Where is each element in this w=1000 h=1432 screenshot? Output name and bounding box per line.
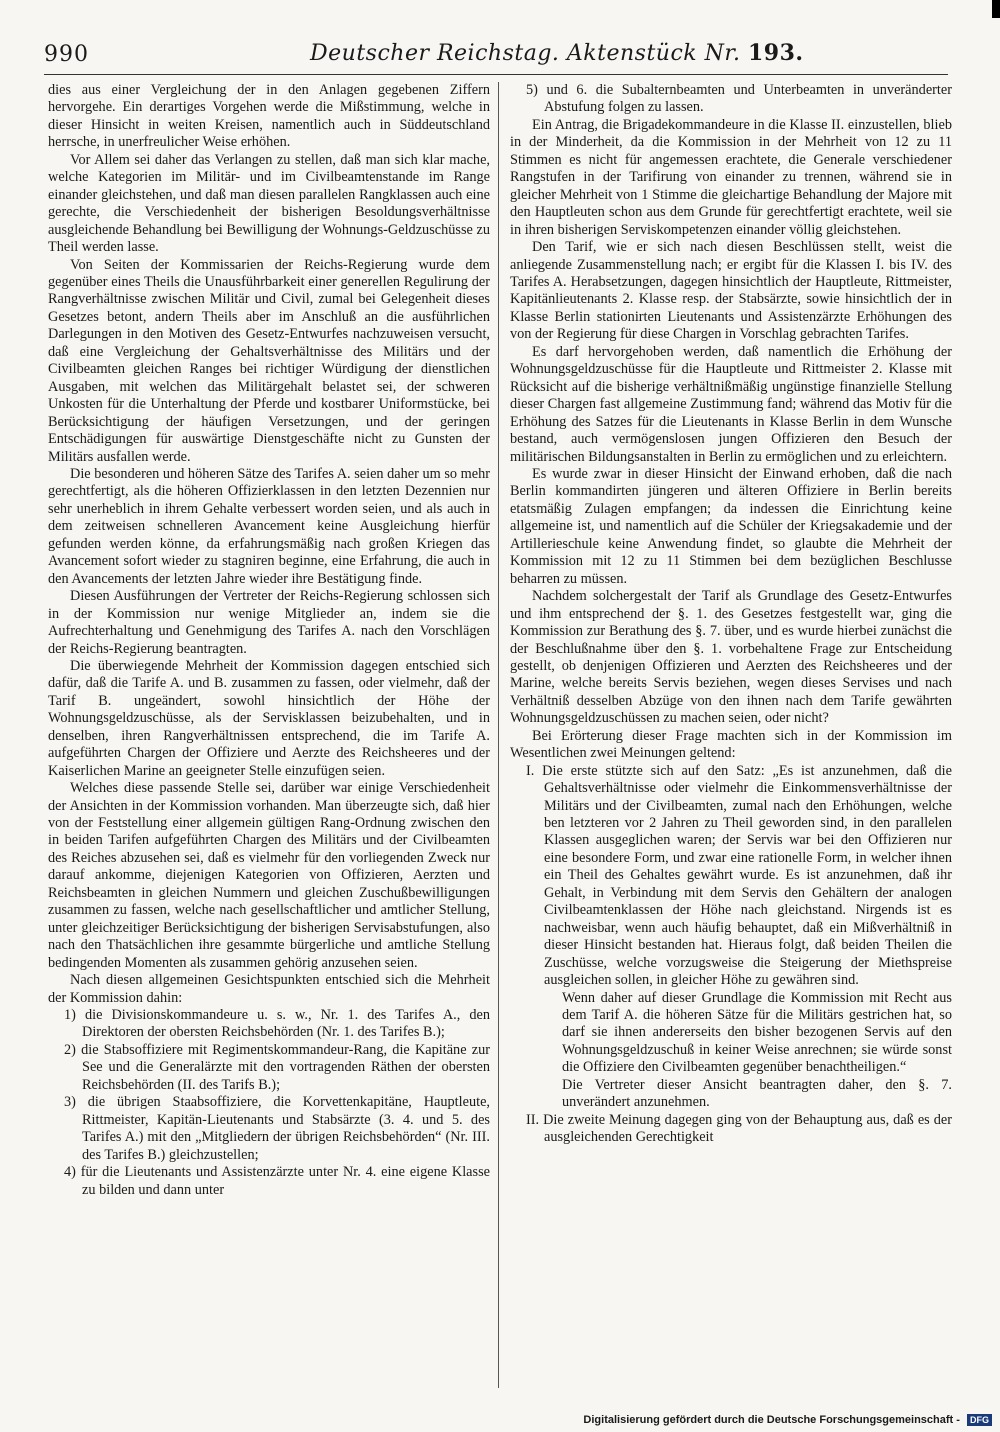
paragraph: Die überwiegende Mehrheit der Kommission dagegen entschied sich dafür, daß die Tarife A. und B. zusammen zu fassen, oder vielmehr, daß der Tarif B. ungeändert, sowohl hinsichtlich der Höhe der Wohnungsgeldzuschüsse, als der Servisklassen beizubehalten, und in denselben, ihren Rangverhältnissen entsprechend, die im Tarife A. aufgeführten Chargen der Offiziere und Aerzte des Reichsheeres und der Kaiserlichen Marine an geeigneter Stelle einzufügen seien.	[48, 657, 490, 779]
paragraph: dies aus einer Vergleichung der in den Anlagen gegebenen Ziffern hervorgehe. Ein derartiges Vorgehen werde die Mißstimmung, welche in dieser Hinsicht in weiten Kreisen, namentlich auch in Süddeutschland herrsche, in unerfreulicher Weise erhöhen.	[48, 82, 490, 151]
page-number: 990	[44, 42, 89, 67]
opinion-two: II. Die zweite Meinung dagegen ging von der Behauptung aus, daß es der ausgleichenden Gerechtigkeit	[526, 1111, 952, 1146]
scan-edge-mark	[992, 0, 1000, 18]
digitization-credit	[583, 1414, 992, 1426]
left-column	[48, 82, 490, 1388]
paragraph: Von Seiten der Kommissarien der Reichs-Regierung wurde dem gegenüber eines Theils die Unausführbarkeit einer generellen Regulirung der Rangverhältnisse zwischen Militär und Civil, zumal bei Gelegenheit dieses Gesetzes betont, andern Theils aber im Anschluß an die ausführlichen Darlegungen in den Motiven des Gesetz-Entwurfes nachzuweisen versucht, daß eine Vergleichung der Gehaltsverhältnisse des Militärs und der Civilbeamten gleichen Ranges bei richtiger Würdigung der dienstlichen Ausgaben, mit welchen das Militärgehalt belastet sei, der schweren Unkosten für die Unterhaltung der Pferde und kostbarer Uniformstücke, bei Berücksichtigung der häufigen Versetzungen, und der geringen Entschädigungen für auswärtige Dienstgeschäfte nicht zu Gunsten der Militärs ausfallen werde.	[48, 256, 490, 465]
list-item: 4) für die Lieutenants und Assistenzärzte unter Nr. 4. eine eigene Klasse zu bilden und dann unter	[64, 1164, 490, 1198]
paragraph: Nach diesen allgemeinen Gesichtspunkten entschied sich die Mehrheit der Kommission dahin:	[48, 972, 490, 1006]
paragraph: Ein Antrag, die Brigadekommandeure in die Klasse II. einzustellen, blieb in der Minderheit, da die Kommission in der Mehrheit von 12 zu 11 Stimmen es nicht für angemessen erachtete, die Generale verschiedener Rangstufen in der Tarifirung von einander zu trennen, während sie in gleicher Mehrheit von 1 Stimme die gleichartige Behandlung der Majore mit den Hauptleuten schon aus dem Grunde für gerechtfertigt erachtete, weil sie in ihren bisherigen Serviskompetenzen einander völlig gleichstehen.	[510, 116, 952, 238]
paragraph: Es wurde zwar in dieser Hinsicht der Einwand erhoben, daß die nach Berlin kommandirten jüngeren und älteren Offiziere in Berlin bereits etatsmäßig Zulagen empfangen; da indessen die Einrichtung keine allgemeine ist, und namentlich auf die Schüler der Kriegsakademie und der Artillerieschule keine Anwendung findet, so glaubte die Mehrheit der Kommission mit 12 zu 11 Stimmen bei dem bezüglichen Beschlusse beharren zu müssen.	[510, 465, 952, 587]
page-header	[310, 40, 804, 66]
paragraph: Die besonderen und höheren Sätze des Tarifes A. seien daher um so mehr gerechtfertigt, als die höheren Offizierklassen in den letzten Dezennien nur sehr unerheblich in ihrem Gehalte verbessert worden seien, und als auch in dem zeitweisen schnelleren Avancement keine Ausgleichung hierfür gefunden werden könne, da erfahrungsmäßig nach großen Kriegen das Avancement sofort wieder zu stagniren beginne, eine Erfahrung, die auch in den Avancements der letzten Jahre wieder ihre Bestätigung finde.	[48, 465, 490, 587]
paragraph: Wenn daher auf dieser Grundlage die Kommission mit Recht aus dem Tarif A. die höheren Sätze für die Militärs gestrichen hat, so darf sie ihnen andererseits den bisher bezogenen Servis auf den Wohnungsgeldzuschuß in keiner Weise anrechnen; sie würde sonst die Offiziere den Civilbeamten gegenüber benachtheiligen.“	[562, 989, 952, 1076]
paragraph: Bei Erörterung dieser Frage machten sich in der Kommission im Wesentlichen zwei Meinungen geltend:	[510, 727, 952, 762]
right-column	[510, 82, 952, 1388]
list-item: 5) und 6. die Subalternbeamten und Unterbeamten in unveränderter Abstufung folgen zu lassen.	[526, 82, 952, 116]
opinion-one: I. Die erste stützte sich auf den Satz: „Es ist anzunehmen, daß die Gehaltsverhältnisse oder vielmehr die Einkommensverhältnisse der Militärs und der Civilbeamten, zumal nach den Erhöhungen, welche ben letzteren vor 2 Jahren zu Theil geworden sind, in den parallelen Klassen ausgeglichen waren; der Servis war bei den Offizieren nur eine besondere Form, und zwar eine rationelle Form, in welcher ihnen ein Theil des Gehaltes gewährt wurde. Es ist anzunehmen, daß ihr Gehalt, in Verbindung mit dem Servis den Gehältern der analogen Civilbeamtenklassen der Höhe nach gleichstand. Nirgends ist es nachweisbar, wenn auch häufig behauptet, daß ein Mißverhältniß in dieser Hinsicht bestanden hat. Hieraus folgt, daß beiden Theilen die Zuschüsse, welche vorzugsweise die Steigerung der Miethspreise ausgleichen sollen, in gleicher Höhe zu gewähren sind.	[526, 762, 952, 989]
paragraph: Nachdem solchergestalt der Tarif als Grundlage des Gesetz-Entwurfes und ihm entsprechend der §. 1. des Gesetzes festgestellt war, ging die Kommission zur Berathung des §. 7. über, und es wurde hierbei zunächst die der Beschlußnahme über den §. 1. vorbehaltene Frage zur Entscheidung gestellt, ob denjenigen Offizieren und Aerzten des Reichsheeres und der Marine, welche bereits Servis beziehen, wegen dieses Servises und nach Verhältniß desselben Abzüge von den ihnen nach dem Tarife gewährten Wohnungsgeldzuschüssen zu machen seien, oder nicht?	[510, 588, 952, 727]
header-rule	[44, 74, 948, 75]
footer-text: Digitalisierung gefördert durch die Deutsche Forschungsgemeinschaft -	[583, 1414, 960, 1426]
header-title: Deutscher Reichstag. Aktenstück Nr.	[310, 41, 741, 66]
paragraph: Den Tarif, wie er sich nach diesen Beschlüssen stellt, weist die anliegende Zusammenstellung nach; er ergibt für die Klassen I. bis IV. des Tarifes A. Herabsetzungen, dagegen hinsichtlich der Hauptleute, Rittmeister, Kapitänlieutenants 2. Klasse resp. der Stabsärzte, sowie hinsichtlich der in Klasse Berlin stationirten Lieutenants und Assistenzärzte Erhöhungen des von der Regierung für diese Chargen in Vorschlag gebrachten Tarifes.	[510, 239, 952, 343]
paragraph: Welches diese passende Stelle sei, darüber war einige Verschiedenheit der Ansichten in der Kommission vorhanden. Man überzeugte sich, daß hier von der Feststellung einer allgemein gültigen Rang-Ordnung zwischen den in beiden Tarifen aufgeführten Chargen des Militärs und der Civilbeamten des Reiches abzusehen sei, daß es vielmehr für den vorliegenden Zweck nur darauf ankomme, diejenigen Kategorien von Offizieren, Aerzten und Reichsbeamten in gleichen Nummern und gleichen Zuschußbewilligungen zusammen zu fassen, welche nach gesellschaftlicher und amtlicher Stellung, unter gleichzeitiger Berücksichtigung der bisherigen Servisabstufungen, also nach den Thatsächlichen ihre gesammte bürgerliche und amtliche Stellung bedingenden Momenten als zusammen gehörig anzusehen seien.	[48, 780, 490, 971]
document-number: 193.	[747, 40, 804, 66]
paragraph: Die Vertreter dieser Ansicht beantragten daher, den §. 7. unverändert anzunehmen.	[562, 1076, 952, 1111]
paragraph: Es darf hervorgehoben werden, daß namentlich die Erhöhung der Wohnungsgeldzuschüsse für die Hauptleute und Rittmeister 2. Klasse mit Rücksicht auf die bisherige verhältnißmäßig ungünstige finanzielle Stellung dieser Chargen fast allgemeine Zustimmung fand; während das Motiv für die Erhöhung des Satzes für die Lieutenants in Klasse Berlin in dem Wunsche bestand, auch vermögenslosen jungen Offizieren den Besuch der militärischen Bildungsanstalten in Berlin zu ermöglichen und zu erleichtern.	[510, 343, 952, 465]
list-item: 2) die Stabsoffiziere mit Regimentskommandeur-Rang, die Kapitäne zur See und die Generalärzte mit den vortragenden Räthen der obersten Reichsbehörden (II. des Tarifs B.);	[64, 1041, 490, 1093]
column-divider	[498, 82, 499, 1388]
dfg-logo: DFG	[967, 1414, 992, 1426]
list-item: 1) die Divisionskommandeure u. s. w., Nr. 1. des Tarifes A., den Direktoren der obersten Reichsbehörden (Nr. 1. des Tarifes B.);	[64, 1007, 490, 1041]
list-item: 3) die übrigen Staabsoffiziere, die Korvettenkapitäne, Hauptleute, Rittmeister, Kapitän-Lieutenants und Stabsärzte (3. 4. und 5. des Tarifes A.) mit den „Mitgliedern der übrigen Reichsbehörden“ (Nr. III. des Tarifes B.) gleichzustellen;	[64, 1094, 490, 1163]
paragraph: Vor Allem sei daher das Verlangen zu stellen, daß man sich klar mache, welche Kategorien im Militär- und im Civilbeamtenstande im Range einander gleichstehen, und daß man diesen parallelen Rangklassen auch eine gerechte, die Verschiedenheit der bisherigen Besoldungsverhältnisse ausgleichende Behandlung bei Bewilligung der Wohnungs-Geldzuschüsse zu Theil werden lasse.	[48, 151, 490, 256]
paragraph: Diesen Ausführungen der Vertreter der Reichs-Regierung schlossen sich in der Kommission nur wenige Mitglieder an, indem sie die Aufrechterhaltung und Genehmigung des Tarifes A. nach den Vorschlägen der Reichs-Regierung beantragten.	[48, 588, 490, 657]
